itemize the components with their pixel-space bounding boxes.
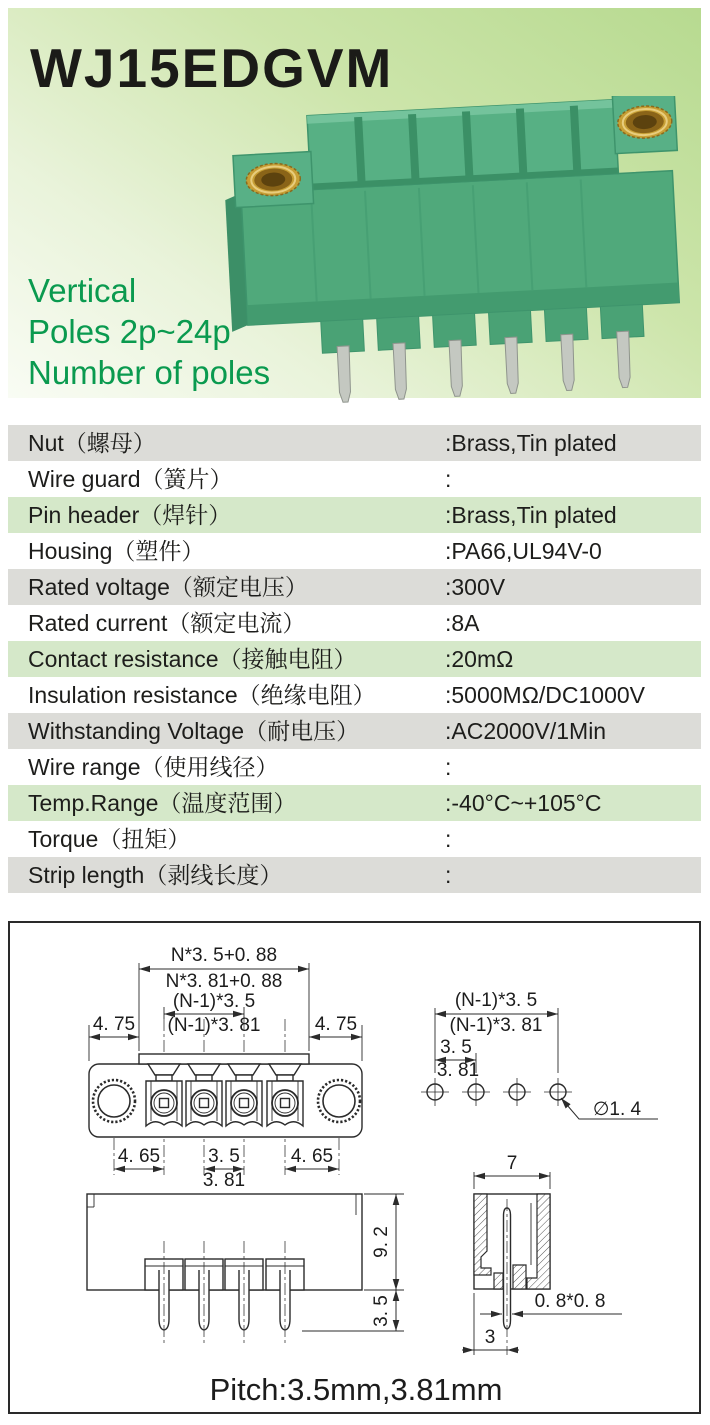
dim-pins-span-3-5: (N-1)*3. 5 — [454, 990, 538, 1011]
dim-pin-hole-diameter: ∅1. 4 — [592, 1099, 642, 1120]
spec-label: Rated voltage（额定电压） — [28, 574, 308, 600]
spec-label: Torque（扭矩） — [28, 826, 191, 852]
spec-label: Rated current（额定电流） — [28, 610, 306, 636]
dim-side-pin-length: 3. 5 — [371, 1295, 392, 1327]
dim-front-span-3-5: (N-1)*3. 5 — [172, 991, 256, 1012]
spec-value: : — [445, 862, 452, 888]
spec-row-insulation-resistance — [8, 677, 701, 713]
spec-label: Wire guard（簧片） — [28, 466, 233, 492]
spec-row-housing — [8, 533, 701, 569]
spec-value: :Brass,Tin plated — [445, 430, 617, 456]
side-view — [87, 1194, 404, 1343]
dim-section-pin-offset: 3 — [484, 1327, 496, 1348]
product-title: WJ15EDGVM — [30, 37, 394, 99]
technical-drawing — [10, 923, 699, 1412]
hero-panel — [8, 8, 701, 398]
feature-orientation: Vertical — [28, 272, 137, 309]
spec-row-temp-range — [8, 785, 701, 821]
spec-row-rated-voltage — [8, 569, 701, 605]
spec-value: :20mΩ — [445, 646, 514, 672]
spec-row-withstanding-voltage — [8, 713, 701, 749]
dim-front-foot-3-81: 3. 81 — [202, 1170, 246, 1191]
feature-list — [28, 270, 270, 393]
section-view — [462, 1153, 622, 1355]
dim-front-foot-3-5: 3. 5 — [208, 1146, 240, 1167]
spec-row-rated-current — [8, 605, 701, 641]
spec-value: :Brass,Tin plated — [445, 502, 617, 528]
spec-value: :300V — [445, 574, 506, 600]
spec-label: Contact resistance（接触电阻） — [28, 646, 357, 672]
spec-value: :AC2000V/1Min — [445, 718, 607, 744]
product-photo — [218, 96, 700, 408]
spec-label: Withstanding Voltage（耐电压） — [28, 718, 360, 744]
spec-value: : — [445, 754, 452, 780]
front-view — [89, 945, 362, 1191]
spec-value: : — [445, 826, 452, 852]
spec-label: Housing（塑件） — [28, 538, 205, 564]
spec-value: : — [445, 466, 452, 492]
dim-front-total-3-81: N*3. 81+0. 88 — [165, 971, 283, 992]
feature-number-of-poles: Number of poles — [28, 354, 271, 391]
spec-label: Insulation resistance（绝缘电阻） — [28, 682, 376, 708]
dim-section-pin-square: 0. 8*0. 8 — [534, 1291, 606, 1312]
spec-row-wire-range — [8, 749, 701, 785]
spec-label: Temp.Range（温度范围） — [28, 790, 297, 816]
spec-row-pin-header — [8, 497, 701, 533]
spec-label: Nut（螺母） — [28, 430, 156, 456]
spec-row-nut — [8, 425, 701, 461]
dim-front-flange-right: 4. 75 — [314, 1014, 358, 1035]
dim-front-flange-left: 4. 75 — [92, 1014, 136, 1035]
spec-table — [8, 425, 701, 893]
dim-side-body-height: 9. 2 — [371, 1226, 392, 1258]
pin-layout-view — [421, 990, 658, 1120]
spec-label: Pin header（焊针） — [28, 502, 232, 528]
spec-value: :5000MΩ/DC1000V — [445, 682, 646, 708]
technical-drawing-box — [8, 921, 701, 1414]
dim-pins-pitch-3-81: 3. 81 — [436, 1060, 480, 1081]
dim-pins-pitch-3-5: 3. 5 — [440, 1037, 472, 1058]
dim-front-total-3-5: N*3. 5+0. 88 — [170, 945, 278, 966]
spec-label: Wire range（使用线径） — [28, 754, 279, 780]
spec-row-torque — [8, 821, 701, 857]
dim-front-foot-right: 4. 65 — [290, 1146, 334, 1167]
dim-front-span-3-81: (N-1)*3. 81 — [167, 1015, 261, 1036]
feature-poles: Poles 2p~24p — [28, 313, 231, 350]
spec-value: :PA66,UL94V-0 — [445, 538, 602, 564]
spec-value: :8A — [445, 610, 480, 636]
dim-section-width: 7 — [506, 1153, 518, 1174]
spec-label: Strip length（剥线长度） — [28, 862, 283, 888]
spec-row-strip-length — [8, 857, 701, 893]
dim-front-foot-left: 4. 65 — [117, 1146, 161, 1167]
spec-row-contact-resistance — [8, 641, 701, 677]
dim-pins-span-3-81: (N-1)*3. 81 — [449, 1015, 543, 1036]
pitch-note: Pitch:3.5mm,3.81mm — [209, 1372, 503, 1407]
spec-row-wire-guard — [8, 461, 701, 497]
spec-value: :-40°C~+105°C — [445, 790, 602, 816]
